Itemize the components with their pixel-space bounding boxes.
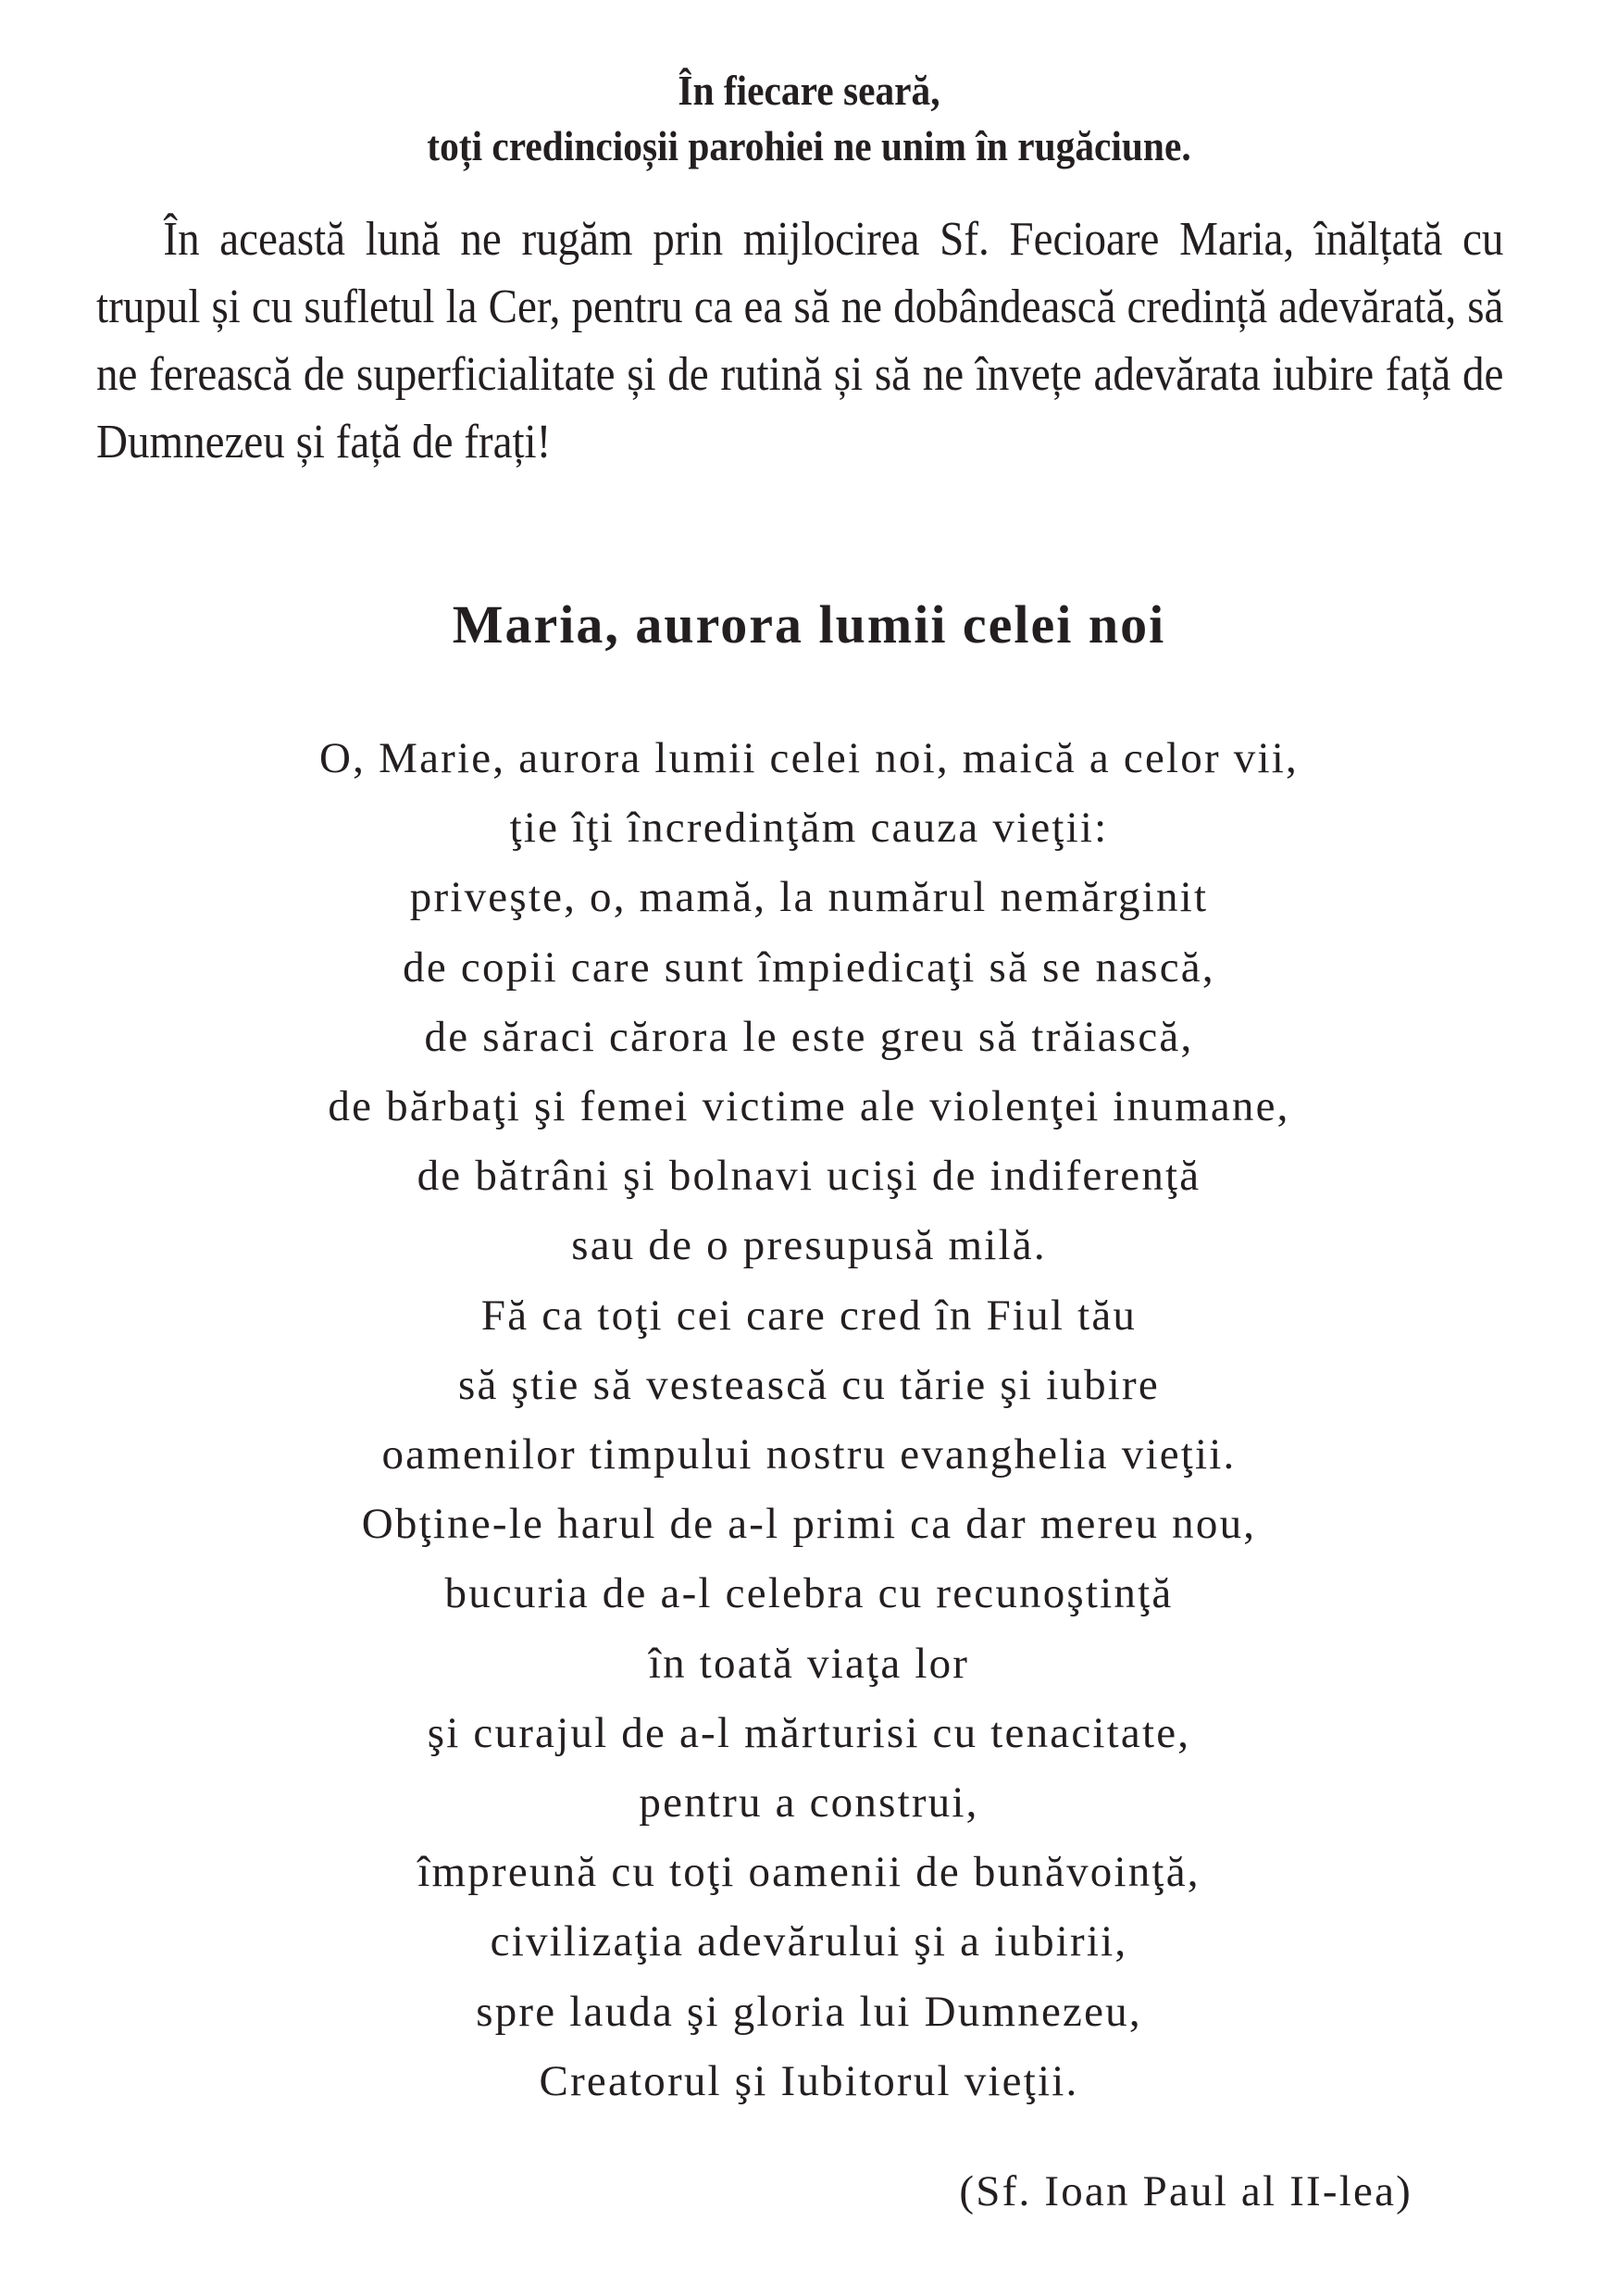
prayer-line: Fă ca toţi cei care cred în Fiul tău bbox=[480, 1291, 1138, 1340]
prayer-line: de copii care sunt împiedicaţi să se nască, bbox=[403, 942, 1215, 992]
intro-heading-line-1: În fiecare seară, bbox=[678, 67, 940, 114]
prayer-line: de bătrâni şi bolnavi ucişi de indiferenţă bbox=[417, 1152, 1201, 1201]
prayer-line: împreună cu toţi oamenii de bunăvoinţă, bbox=[417, 1848, 1201, 1897]
prayer-line: să ştie să vestească cu tărie şi iubire bbox=[458, 1360, 1160, 1409]
prayer-line: de bărbaţi şi femei victime ale violenţei inumane, bbox=[328, 1082, 1290, 1131]
prayer-title: Maria, aurora lumii celei noi bbox=[452, 594, 1166, 655]
prayer-line: pentru a construi, bbox=[639, 1778, 979, 1828]
prayer-text bbox=[0, 724, 1618, 2116]
prayer-line: de săraci cărora le este greu să trăiască, bbox=[424, 1012, 1194, 1061]
prayer-attribution: (Sf. Ioan Paul al II-lea) bbox=[959, 2167, 1413, 2215]
prayer-line: civilizaţia adevărului şi a iubirii, bbox=[490, 1917, 1128, 1966]
prayer-line: bucuria de a-l celebra cu recunoştinţă bbox=[444, 1569, 1174, 1618]
prayer-line: O, Marie, aurora lumii celei noi, maică a celor vii, bbox=[319, 734, 1299, 782]
prayer-line: priveşte, o, mamă, la numărul nemărginit bbox=[409, 873, 1209, 922]
prayer-line: ţie îţi încredinţăm cauza vieţii: bbox=[509, 804, 1109, 853]
prayer-line: oamenilor timpului nostru evanghelia vieţii. bbox=[381, 1430, 1237, 1479]
prayer-line: Creatorul şi Iubitorul vieţii. bbox=[539, 2056, 1079, 2105]
prayer-line: Obţine-le harul de a-l primi ca dar mereu nou, bbox=[361, 1500, 1257, 1549]
intro-paragraph: În această lună ne rugăm prin mijlocirea Sf. Fecioare Maria, înălțată cu trupul și cu sufletul la Cer, pentru ca ea să ne dobândească credință adevărată, să ne ferească de superficialitate și de rutină și să ne învețe adevărata iubire față de Dumnezeu și față de frați! bbox=[96, 213, 1504, 468]
prayer-line: în toată viaţa lor bbox=[648, 1639, 970, 1688]
prayer-line: spre lauda şi gloria lui Dumnezeu, bbox=[476, 1987, 1142, 2036]
intro-heading-line-2: toți credincioșii parohiei ne unim în rugăciune. bbox=[427, 122, 1191, 169]
intro-heading bbox=[81, 63, 1537, 174]
prayer-line: sau de o presupusă milă. bbox=[571, 1221, 1047, 1270]
prayer-line: şi curajul de a-l mărturisi cu tenacitate, bbox=[427, 1708, 1191, 1757]
